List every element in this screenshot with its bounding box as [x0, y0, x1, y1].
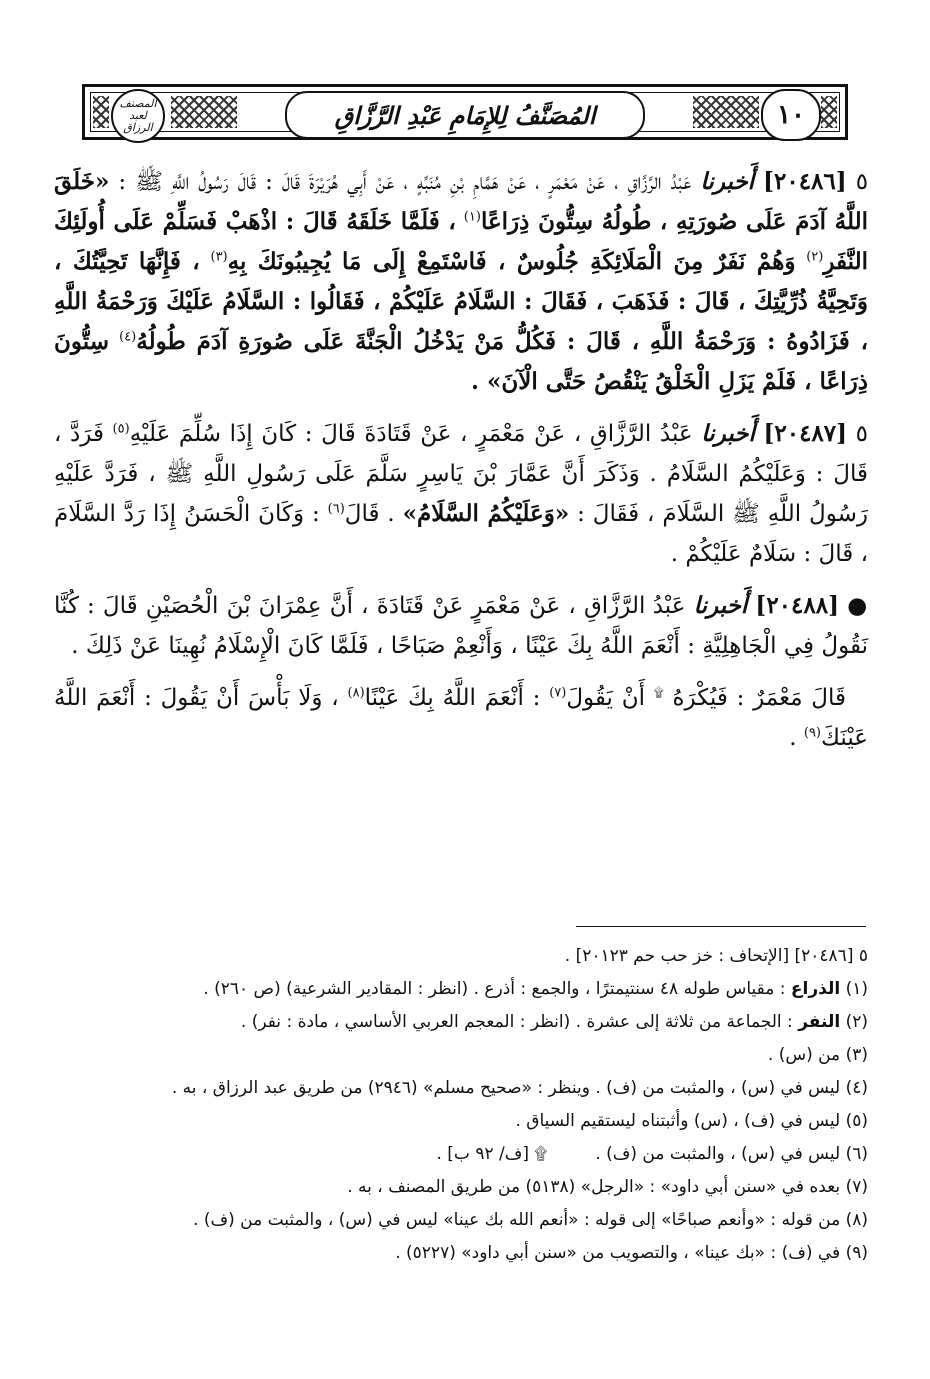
- footnote-number: (٩): [845, 1243, 868, 1263]
- footnote-ref[interactable]: (٢): [806, 249, 824, 265]
- footnote-ref[interactable]: (٤): [119, 329, 137, 345]
- footnote-item: [54, 1072, 868, 1105]
- hadith-20486: [54, 162, 868, 402]
- footnote-text: : مقياس طوله ٤٨ سنتيمترًا ، والجمع : أذرع . (انظر : المقادير الشرعية) (ص ٢٦٠) .: [203, 979, 786, 999]
- footnote-text: من (س) .: [767, 1045, 841, 1065]
- footnote-item: [54, 1237, 868, 1270]
- paragraph-text: ، وَلَا بَأْسَ أَنْ يَقُولَ : أَنْعَمَ اللَّهُ عَيْنَكَ: [54, 685, 868, 751]
- hadith-quote: ، فَإِنَّهَا تَحِيَّتُكَ ، وَتَحِيَّةُ ذُرِّيَّتِكَ ، قَالَ : فَذَهَبَ ، فَقَالَ : السَّلَامُ عَلَيْكُمْ ، فَقَالُوا : السَّلَامُ عَلَيْكَ وَرَحْمَةُ اللَّهِ ، فَزَادُوهُ : وَرَحْمَةُ اللَّهِ ، قَالَ : فَكُلُّ مَنْ يَدْخُلُ الْجَنَّةَ عَلَى صُورَةِ آدَمَ طُولُهُ: [54, 248, 868, 355]
- hadith-number: [٢٠٤٨٨]: [755, 592, 839, 619]
- footnote-number: (٧): [845, 1177, 868, 1197]
- mamar-paragraph: [54, 678, 868, 758]
- footnote-item: [54, 1138, 868, 1171]
- manuscript-folio-ref: ۩ [ف/ ٩٢ ب] .: [436, 1144, 548, 1164]
- paragraph-text: .: [789, 725, 797, 751]
- ithaf-reference: ٥ [٢٠٤٨٦] [الإتحاف : خز حب حم ٢٠١٢٣] .: [564, 946, 868, 966]
- footnote-text: من قوله : «وأنعم صباحًا» إلى قوله : «أنعم الله بك عينا» ليس في (س) ، والمثبت من (ف) .: [193, 1210, 841, 1230]
- footnote-ref[interactable]: (٨): [347, 685, 365, 701]
- paragraph-text: أَنْ يَقُولَ: [566, 685, 646, 711]
- footnote-item: [54, 1039, 868, 1072]
- hadith-marker: ●: [847, 593, 869, 619]
- hadith-text: فَرَدَّ ، قَالَ : وَعَلَيْكُمُ السَّلَامُ . وَذَكَرَ أَنَّ عَمَّارَ بْنَ يَاسِرٍ سَلَّمَ عَلَى رَسُولِ اللَّهِ ﷺ ، فَرَدَّ عَلَيْهِ رَسُولُ اللَّهِ ﷺ السَّلَامَ ، فَقَالَ :: [54, 421, 869, 527]
- footnote-text: في (ف) : «بك عينا» ، والتصويب من «سنن أبي داود» (٥٢٢٧) .: [395, 1243, 841, 1263]
- akhbarana: أَخبرنا: [701, 420, 755, 447]
- footnote-separator: [576, 926, 866, 927]
- footnote-text: ليس في (س) ، والمثبت من (ف) . وينظر : «صحيح مسلم» (٢٩٤٦) من طريق عبد الرزاق ، به .: [171, 1078, 841, 1098]
- hadith-text: عَبْدُ الرَّزَّاقِ ، عَنْ مَعْمَرٍ ، عَنْ هَمَّامِ بْنِ مُنَبِّهٍ ، عَنْ أَبِي هُرَيْرَةَ قَالَ : قَالَ رَسُولُ اللَّهِ ﷺ :: [118, 169, 692, 195]
- page-number: ١٠: [761, 89, 821, 141]
- hadith-marker: ٥: [855, 421, 868, 447]
- hadith-quote: «وَعَلَيْكُمُ السَّلَامُ»: [402, 500, 570, 527]
- hadith-marker: ٥: [855, 169, 869, 195]
- footnote-number: (٤): [845, 1078, 868, 1098]
- footnote-ref[interactable]: (٦): [327, 501, 345, 517]
- hadith-quote: وَهُمْ نَفَرٌ مِنَ الْمَلَائِكَةِ جُلُوسٌ ، فَاسْتَمِعْ إِلَى مَا يُجِيبُونَكَ بِهِ: [227, 248, 796, 275]
- footnote-text: : الجماعة من ثلاثة إلى عشرة . (انظر : المعجم العربي الأساسي ، مادة : نفر) .: [240, 1012, 793, 1032]
- footnotes: [54, 940, 868, 1270]
- footnote-ref[interactable]: (١): [463, 209, 481, 225]
- footnote-text: بعده في «سنن أبي داود» : «الرجل» (٥١٣٨) من طريق المصنف ، به .: [347, 1177, 841, 1197]
- hadith-quote: ، فَلَمَّا خَلَقَهُ قَالَ : اذْهَبْ فَسَلِّمْ عَلَى أُولَئِكَ النَّفَرِ: [54, 208, 869, 275]
- footnote-item: [54, 1105, 868, 1138]
- footnote-number: (٢): [845, 1012, 868, 1032]
- akhbarana: أَخبرنا: [693, 592, 748, 619]
- footnote-text: ليس في (س) ، والمثبت من (ف) .: [595, 1144, 841, 1164]
- hadith-text: . قَالَ: [344, 501, 395, 527]
- hadith-number: [٢٠٤٨٦]: [763, 168, 847, 195]
- footnote-number: (٥): [845, 1111, 868, 1131]
- hadith-text: : وَكَانَ الْحَسَنُ إِذَا رَدَّ السَّلَامَ ، قَالَ : سَلَامٌ عَلَيْكُمْ .: [54, 501, 868, 567]
- paragraph-text: قَالَ مَعْمَرٌ : فَيُكْرَهُ: [672, 685, 847, 711]
- footnote-ref[interactable]: (٩): [803, 725, 821, 741]
- hadith-20488: [54, 586, 868, 666]
- running-title: المُصَنَّفُ لِلإِمَامِ عَبْدِ الرَّزَّاقِ: [285, 91, 645, 139]
- book-seal: المصنف لعبد الرزاق: [111, 89, 165, 143]
- footnote-item: [54, 973, 868, 1006]
- footnote-text: ليس في (ف) ، (س) وأثبتناه ليستقيم السياق .: [515, 1111, 841, 1131]
- page-header: [82, 84, 848, 140]
- footnote-ref[interactable]: (٣): [210, 249, 228, 265]
- footnote-item: [54, 1204, 868, 1237]
- footnote-number: (٣): [845, 1045, 868, 1065]
- footnote-number: (٨): [845, 1210, 868, 1230]
- footnote-item: [54, 1171, 868, 1204]
- header-ornament-far-left: [93, 96, 109, 128]
- footnote-ref[interactable]: (٧): [549, 685, 567, 701]
- hadith-text: عَبْدُ الرَّزَّاقِ ، عَنْ مَعْمَرٍ ، عَنْ قَتَادَةَ قَالَ : كَانَ إِذَا سُلِّمَ عَلَيْهِ: [129, 421, 693, 447]
- main-text: [54, 162, 868, 770]
- header-ornament-far-right: [821, 96, 837, 128]
- akhbarana: أَخبرنا: [700, 168, 755, 195]
- footnote-term: الذراع: [790, 979, 841, 999]
- footnote-ref[interactable]: (٥): [112, 421, 130, 437]
- footnote-term: النفر: [798, 1012, 841, 1032]
- header-ornament-right: [693, 96, 759, 128]
- footnote-number: (١): [845, 979, 868, 999]
- footnote-number: (٦): [845, 1144, 868, 1164]
- hadith-number: [٢٠٤٨٧]: [763, 420, 848, 447]
- footnote-item: [54, 1006, 868, 1039]
- hadith-quote: «خَلَقَ اللَّهُ آدَمَ عَلَى صُورَتِهِ ، طُولُهُ سِتُّونَ ذِرَاعًا: [54, 168, 869, 235]
- hadith-20487: [54, 414, 868, 574]
- hadith-quote: سِتُّونَ ذِرَاعًا ، فَلَمْ يَزَلِ الْخَلْقُ يَنْقُصُ حَتَّى الْآنَ» .: [54, 328, 868, 395]
- paragraph-text: : أَنْعَمَ اللَّهُ بِكَ عَيْنًا: [364, 685, 541, 711]
- header-ornament-left: [171, 96, 237, 128]
- hadith-text: عَبْدُ الرَّزَّاقِ ، عَنْ مَعْمَرٍ عَنْ قَتَادَةَ ، أَنَّ عِمْرَانَ بْنَ الْحُصَيْنِ قَالَ : كُنَّا نَقُولُ فِي الْجَاهِلِيَّةِ : أَنْعَمَ اللَّهُ بِكَ عَيْنًا ، وَأَنْعِمْ صَبَاحًا ، فَلَمَّا كَانَ الْإِسْلَامُ نُهِينَا عَنْ ذَلِكَ .: [54, 593, 868, 659]
- manuscript-ref-mark: ۩: [653, 685, 664, 701]
